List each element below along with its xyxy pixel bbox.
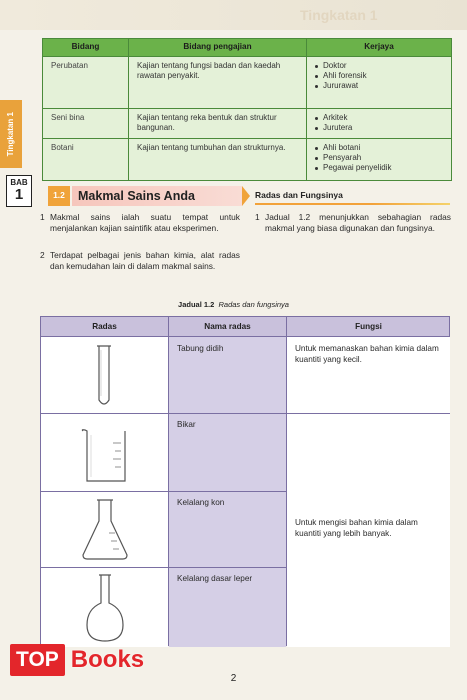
field-cell: Botani [43, 138, 129, 180]
chapter-number: 1 [14, 186, 24, 204]
paragraph-text: Terdapat pelbagai jenis bahan kimia, alat radas dan kemudahan lain di dalam makmal sains. [50, 250, 240, 271]
row-divider [41, 491, 286, 492]
col-header-study: Bidang pengajian [129, 39, 307, 57]
apparatus-name: Bikar [177, 420, 196, 429]
col-header-function: Fungsi [355, 322, 382, 331]
conical-flask-icon [79, 497, 131, 563]
function-text: Untuk mengisi bahan kimia dalam kuantiti yang lebih banyak. [295, 518, 418, 539]
col-header-apparatus: Radas [92, 322, 117, 331]
page-number: 2 [230, 673, 237, 684]
table-row [43, 108, 452, 138]
side-tab-label: Tingkatan 1 [5, 111, 15, 157]
list-item: Jurutera [315, 123, 443, 133]
side-tab [0, 100, 22, 168]
col-header-field: Bidang [43, 39, 129, 57]
section-title-bar [72, 186, 242, 206]
paragraph-1 [40, 212, 240, 234]
column-divider [168, 317, 169, 645]
function-column [287, 337, 450, 647]
career-cell [307, 56, 452, 108]
table-row [43, 138, 452, 180]
apparatus-table [40, 316, 450, 646]
apparatus-name: Kelalang kon [177, 498, 225, 507]
row-divider [41, 413, 450, 414]
list-item: Pegawai penyelidik [315, 163, 443, 173]
study-cell: Kajian tentang tumbuhan dan strukturnya. [129, 138, 307, 180]
function-text: Untuk memanaskan bahan kimia dalam kuantiti yang kecil. [295, 344, 439, 365]
career-list [315, 113, 443, 134]
ghost-header-title: Tingkatan 1 [300, 7, 378, 23]
list-item: Doktor [315, 61, 443, 71]
column-divider [286, 317, 287, 645]
page-header-band [0, 0, 467, 30]
table-caption [0, 300, 467, 310]
paragraph-3 [255, 212, 451, 234]
study-cell: Kajian tentang fungsi badan dan kaedah rawatan penyakit. [129, 56, 307, 108]
col-header-career: Kerjaya [307, 39, 452, 57]
field-cell: Seni bina [43, 108, 129, 138]
apparatus-table-header [41, 317, 449, 337]
career-list [315, 143, 443, 174]
section-number: 1.2 [48, 186, 70, 206]
career-cell [307, 108, 452, 138]
name-column [169, 337, 286, 647]
paragraph-number: 2 [40, 250, 45, 260]
list-item: Pensyarah [315, 153, 443, 163]
paragraph-text: Makmal sains ialah suatu tempat untuk menjalankan kajian saintifik atau eksperimen. [50, 212, 240, 233]
paragraph-number: 1 [255, 212, 260, 222]
beaker-icon [79, 427, 131, 485]
chapter-word: BAB [10, 178, 28, 187]
career-table-header [43, 39, 452, 57]
paragraph-2 [40, 250, 240, 272]
logo-books: Books [70, 646, 145, 674]
career-cell [307, 138, 452, 180]
logo-top: TOP [10, 644, 65, 675]
section-arrow [242, 186, 250, 206]
list-item: Arkitek [315, 113, 443, 123]
list-item: Ahli forensik [315, 71, 443, 81]
row-divider [41, 567, 286, 568]
paragraph-text: Jadual 1.2 menunjukkan sebahagian radas makmal yang biasa digunakan dan fungsinya. [265, 212, 451, 233]
col-header-name: Nama radas [204, 322, 251, 331]
flat-bottom-flask-icon [83, 573, 127, 645]
career-table [42, 38, 452, 181]
boiling-tube-icon [93, 344, 115, 410]
list-item: Jururawat [315, 81, 443, 91]
caption-text: Radas dan fungsinya [218, 300, 289, 309]
apparatus-name: Tabung didih [177, 344, 224, 353]
study-cell: Kajian tentang reka bentuk dan struktur bangunan. [129, 108, 307, 138]
caption-label: Jadual 1.2 [178, 300, 215, 309]
table-row [43, 56, 452, 108]
career-list [315, 61, 443, 92]
field-cell: Perubatan [43, 56, 129, 108]
section-title: Makmal Sains Anda [78, 188, 195, 203]
list-item: Ahli botani [315, 143, 443, 153]
chapter-box [6, 175, 32, 207]
sub-heading-rule [255, 203, 450, 205]
paragraph-number: 1 [40, 212, 45, 222]
apparatus-name: Kelalang dasar leper [177, 574, 253, 583]
sub-heading: Radas dan Fungsinya [255, 190, 343, 200]
